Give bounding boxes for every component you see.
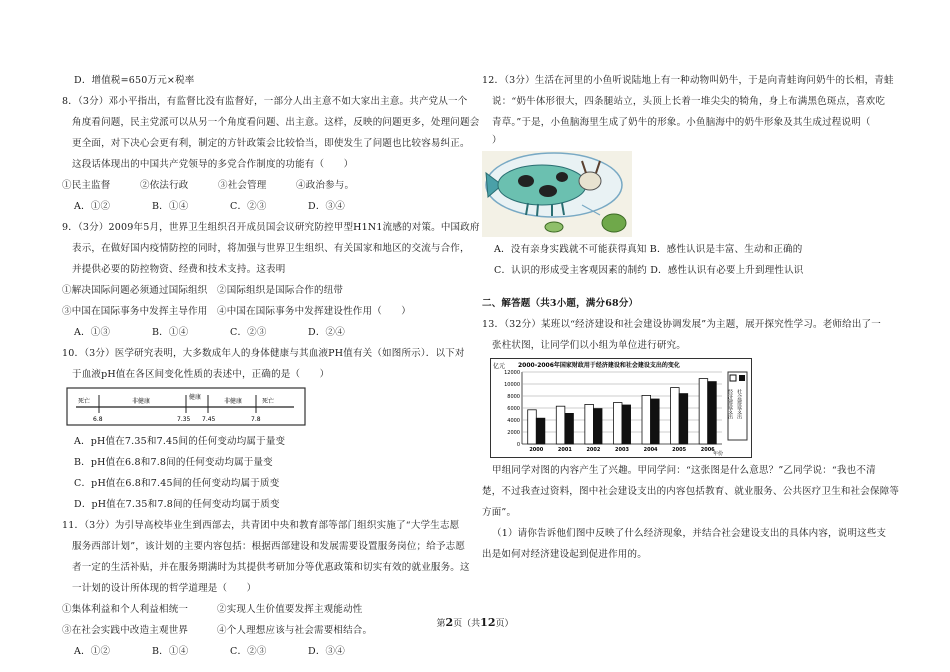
- q13-text: 楚，不过我查过资料，图中社会建设支出的内容包括教育、就业服务、公共医疗卫生和社会保障等: [482, 486, 900, 497]
- question-12: [482, 70, 892, 281]
- bar-social: [679, 394, 688, 444]
- q8-item: ①民主监督: [62, 180, 111, 191]
- q13-line: 张柱状图，让同学们以小组为单位进行研究。: [492, 340, 687, 351]
- bar-economic: [642, 395, 651, 444]
- q9-items: [62, 301, 470, 322]
- x-tick-label: 2002: [586, 447, 601, 453]
- q11-option-a: A．①②: [74, 646, 111, 657]
- section-2-heading: 二、解答题（共3小题，满分68分）: [482, 298, 639, 309]
- frog: [602, 214, 626, 232]
- bar-economic: [671, 388, 680, 444]
- bar-economic: [585, 404, 594, 444]
- q10-option-a: A．pH值在7.35和7.45间的任何变动均属于量变: [74, 436, 286, 447]
- q8-option-a: A．①②: [74, 201, 111, 212]
- q8-option-b: B．①④: [152, 201, 189, 212]
- q12-line: 青草。”于是，小鱼脑海里生成了奶牛的形象。小鱼脑海中的奶牛形象及其生成过程说明（: [492, 117, 871, 128]
- y-tick-label: 12000: [504, 370, 520, 376]
- q7-option-d: D．增值税=650万元×税率: [74, 75, 195, 86]
- y-tick-label: 4000: [507, 418, 520, 424]
- q12-options-ab: A．没有亲身实践就不可能获得真知 B．感性认识是丰富、生动和正确的: [494, 244, 803, 255]
- q8-item: ④政治参与。: [296, 180, 355, 191]
- q13-line: 13．（32分）某班以“经济建设和社会建设协调发展”为主题，展开探究性学习。老师给出了一: [482, 319, 881, 330]
- ph-tick: 6.8: [93, 416, 103, 423]
- chart-legend: [727, 372, 747, 440]
- fish-cow-body: [498, 165, 586, 205]
- q10-option-d: D．pH值在7.35和7.8间的任何变动均属于质变: [74, 499, 280, 510]
- q10-option-c: C．pH值在6.8和7.45间的任何变动均属于质变: [74, 478, 280, 489]
- legend-swatch-economic: [730, 375, 736, 381]
- y-tick-label: 0: [516, 442, 520, 448]
- q13-text: 甲组同学对图的内容产生了兴趣。甲同学问：“这张图是什么意思？”乙同学说：“我也不清: [492, 465, 876, 476]
- q9-line: 9．（3分）2009年5月，世界卫生组织召开成员国会议研究防控甲型H1N1流感的对策。中国政府: [62, 222, 480, 233]
- footer-suffix: 页）: [495, 619, 514, 629]
- page-number: 2: [445, 616, 454, 629]
- q12-line: ）: [492, 135, 502, 146]
- q13-text: 方面”。: [482, 507, 517, 518]
- bar-economic: [699, 379, 708, 444]
- q9-item: ①解决国际问题必须通过国际组织: [62, 285, 208, 296]
- black-spot: [539, 185, 557, 197]
- y-axis-label: 亿元: [493, 363, 506, 370]
- q8-option-c: C．②③: [230, 201, 267, 212]
- q8-line: 更全面，对下决心会更有利，制定的方针政策会比较恰当，即使发生了问题也比较容易纠正。: [72, 138, 470, 149]
- bar-economic: [528, 410, 537, 444]
- legend-label-social: 社会建设支出: [736, 389, 742, 419]
- bar-social: [536, 418, 545, 444]
- ph-unhealthy-right: 非健康: [224, 398, 243, 405]
- q10-line: 10．（3分）医学研究表明，大多数成年人的身体健康与其血液PH值有关（如图所示）．以下对: [62, 348, 465, 359]
- cow-head: [579, 172, 601, 190]
- chart-title: 2000-2006年国家财政用于经济建设和社会建设支出的变化: [518, 362, 680, 369]
- q8-line: 这段话体现出的中国共产党领导的多党合作制度的功能有（ ）: [72, 159, 354, 170]
- fish-cow-illustration: [482, 151, 632, 237]
- q11-option-b: B．①④: [152, 646, 189, 657]
- q12-line: 说：“奶牛体形很大，四条腿站立，头顶上长着一堆尖尖的犄角，身上布满黑色斑点，喜欢吃: [492, 96, 886, 107]
- question-8: [62, 91, 480, 217]
- y-tick-label: 10000: [504, 382, 520, 388]
- bar-social: [593, 409, 602, 444]
- q9-options: [62, 322, 470, 343]
- bar-economic: [556, 406, 565, 444]
- footer-middle: 页（共: [453, 619, 481, 629]
- q13-subquestion: （1）请你告诉他们图中反映了什么经济现象，并结合社会建设支出的具体内容，说明这些支: [492, 528, 887, 539]
- page-footer: [0, 616, 950, 629]
- x-axis-label: 年份: [713, 451, 724, 457]
- black-spot: [518, 175, 534, 187]
- bar-social: [622, 405, 631, 444]
- q11-line: 服务西部计划”，该计划的主要内容包括：根据西部建设和发展需要设置服务岗位；给予志愿: [72, 541, 466, 552]
- q9-items: [62, 280, 470, 301]
- black-spot: [556, 172, 568, 182]
- ph-healthy: 健康: [189, 394, 202, 401]
- q8-line: 8．（3分）邓小平指出，有监督比没有监督好，一部分人出主意不如大家出主意。共产党从一个: [62, 96, 468, 107]
- question-13: [482, 314, 892, 458]
- x-tick-label: 2004: [643, 447, 658, 453]
- question-9: [62, 217, 480, 343]
- q11-item: ③在社会实践中改造主观世界: [62, 625, 189, 636]
- ph-tick: 7.35: [177, 416, 191, 423]
- right-column: [482, 70, 900, 565]
- bar-social: [708, 382, 717, 444]
- small-fish: [545, 222, 563, 232]
- bar-social: [651, 399, 660, 444]
- footer-prefix: 第: [436, 619, 446, 629]
- q9-option-c: C．②③: [230, 327, 267, 338]
- left-column: [62, 70, 480, 662]
- legend-label-economic: 经济建设支出: [727, 389, 733, 419]
- y-tick-label: 8000: [507, 394, 520, 400]
- x-tick-label: 2006: [700, 447, 715, 453]
- q10-option-b: B．pH值在6.8和7.8间的任何变动均属于量变: [74, 457, 273, 468]
- q11-option-d: D．③④: [308, 646, 345, 657]
- q8-line: 角度看问题，民主党派可以从另一个角度看问题、出主意。这样，反映的问题更多，处理问题会: [72, 117, 480, 128]
- q12-options-cd: C．认识的形成受主客观因素的制约 D．感性认识有必要上升到理性认识: [494, 265, 804, 276]
- bar-economic: [613, 403, 622, 444]
- x-tick-label: 2001: [557, 447, 572, 453]
- ph-death-right: 死亡: [262, 398, 275, 405]
- q11-line: 一计划的设计所体现的哲学道理是（ ）: [72, 583, 257, 594]
- q8-item: ③社会管理: [218, 180, 267, 191]
- q8-items: [62, 175, 470, 196]
- ph-death-left: 死亡: [78, 398, 91, 405]
- q11-item: ④个人理想应该与社会需要相结合。: [217, 625, 373, 636]
- y-tick-label: 6000: [507, 406, 520, 412]
- q12-line: 12．（3分）生活在河里的小鱼听说陆地上有一种动物叫奶牛，于是向青蛙询问奶牛的长相，青蛙: [482, 75, 894, 86]
- expenditure-bar-chart: [490, 358, 752, 458]
- q9-option-a: A．①③: [74, 327, 111, 338]
- q9-line: 并提供必要的防控物资、经费和技术支持。这表明: [72, 264, 286, 275]
- q9-item: ②国际组织是国际合作的纽带: [217, 285, 344, 296]
- q9-item: ③中国在国际事务中发挥主导作用: [62, 306, 208, 317]
- q8-option-d: D．③④: [308, 201, 345, 212]
- q11-item: ①集体利益和个人利益相统一: [62, 604, 189, 615]
- question-11: [62, 515, 470, 662]
- y-tick-label: 2000: [507, 430, 520, 436]
- q13-discussion: [482, 460, 900, 565]
- x-tick-label: 2000: [529, 447, 544, 453]
- q11-item: ②实现人生价值要发挥主观能动性: [217, 604, 363, 615]
- q8-options: [62, 196, 470, 217]
- q11-options: [62, 641, 470, 662]
- q11-line: 者一定的生活补贴，并在服务期满时为其提供考研加分等优惠政策和切实有效的就业服务。这: [72, 562, 470, 573]
- x-tick-label: 2005: [672, 447, 687, 453]
- q11-option-c: C．②③: [230, 646, 267, 657]
- ph-tick: 7.8: [251, 416, 261, 423]
- x-tick-label: 2003: [615, 447, 629, 453]
- bar-social: [565, 413, 574, 444]
- q9-option-d: D．②④: [308, 327, 345, 338]
- q13-subquestion: 出是如何对经济建设起到促进作用的。: [482, 549, 647, 560]
- q9-option-b: B．①④: [152, 327, 189, 338]
- q10-line: 于血液pH值在各区间变化性质的表述中，正确的是（ ）: [72, 369, 330, 380]
- q8-item: ②依法行政: [140, 180, 189, 191]
- ph-tick: 7.45: [202, 416, 216, 423]
- q11-line: 11．（3分）为引导高校毕业生到西部去，共青团中央和教育部等部门组织实施了“大学生志愿: [62, 520, 460, 531]
- ph-unhealthy-left: 非健康: [132, 398, 151, 405]
- page-total: 12: [480, 616, 496, 629]
- q9-item: ④中国在国际事务中发挥建设性作用（ ）: [217, 306, 412, 317]
- q9-line: 表示，在做好国内疫情防控的同时，将加强与世界卫生组织、有关国家和地区的交流与合作，: [72, 243, 470, 254]
- question-10: [62, 343, 470, 515]
- ph-range-figure: [66, 387, 306, 427]
- legend-swatch-social: [739, 375, 745, 381]
